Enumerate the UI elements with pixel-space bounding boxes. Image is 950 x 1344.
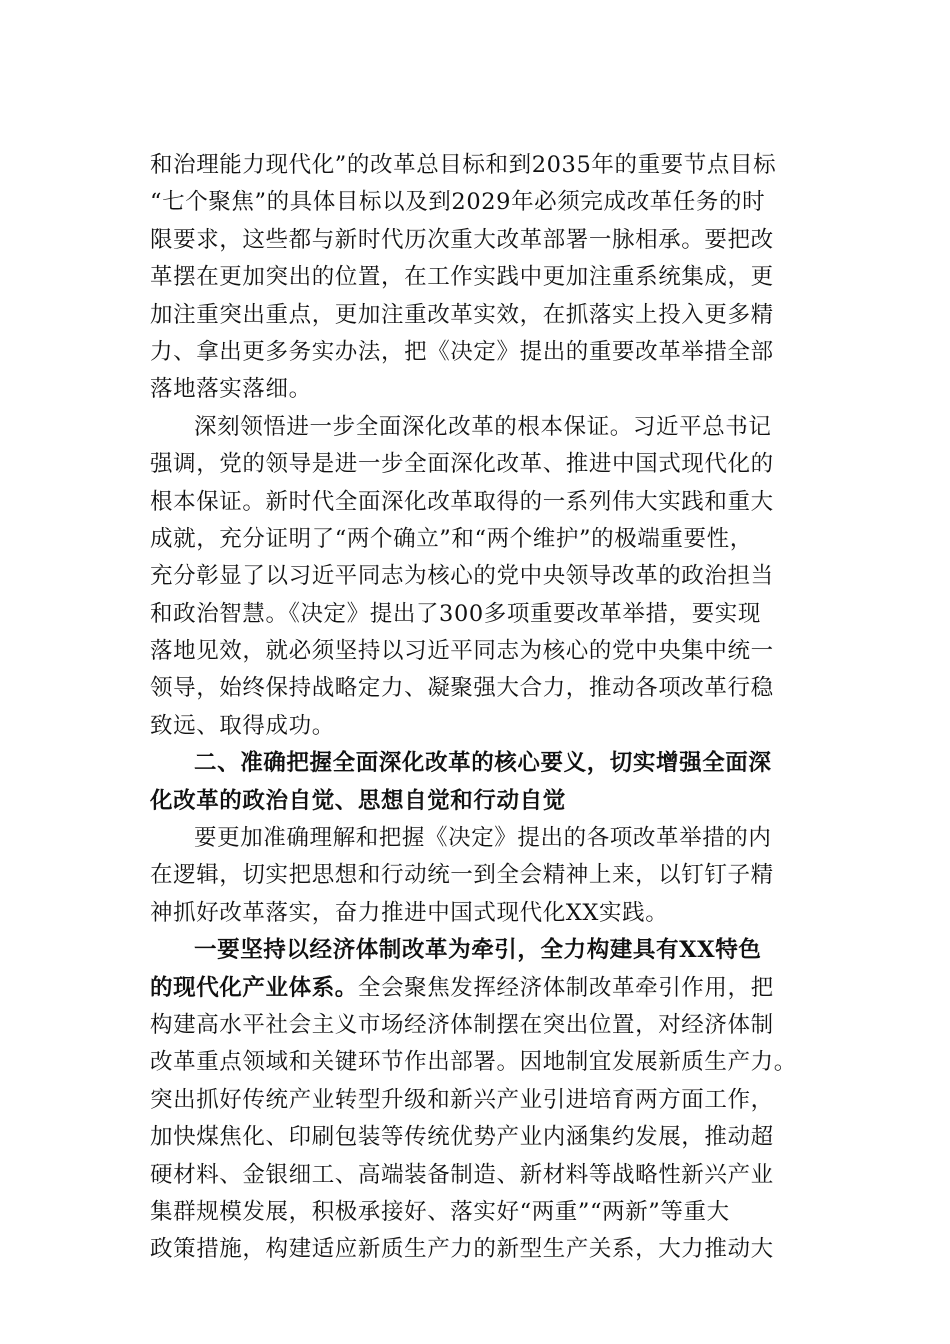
text-line: 成就，充分证明了“两个确立”和“两个维护”的极端重要性，	[150, 525, 753, 552]
text-line: 硬材料、金银细工、高端装备制造、新材料等战略性新兴产业	[150, 1161, 774, 1188]
text-line: 神抓好改革落实，奋力推进中国式现代化XX实践。	[150, 899, 669, 926]
text-run: 全会聚焦发挥经济体制改革牵引作用，把	[357, 974, 774, 1001]
text-line: 限要求，这些都与新时代历次重大改革部署一脉相承。要把改	[150, 226, 774, 253]
text-line: 和治理能力现代化”的改革总目标和到2035年的重要节点目标	[150, 152, 777, 178]
bold-lead-line: 一要坚持以经济体制改革为牵引，全力构建具有XX特色	[194, 937, 762, 964]
text-line: 加快煤焦化、印刷包装等传统优势产业内涵集约发展，推动超	[150, 1124, 774, 1151]
text-line: 革摆在更加突出的位置，在工作实践中更加注重系统集成，更	[150, 264, 774, 291]
text-line: 改革重点领域和关键环节作出部署。因地制宜发展新质生产力。	[150, 1049, 797, 1076]
paragraph-first-line: 要更加准确理解和把握《决定》提出的各项改革举措的内	[194, 825, 772, 852]
document-body	[150, 147, 830, 1269]
text-line: 落地见效，就必须坚持以习近平同志为核心的党中央集中统一	[150, 638, 774, 665]
text-line: 充分彰显了以习近平同志为核心的党中央领导改革的政治担当	[150, 563, 774, 590]
text-line: 政策措施，构建适应新质生产力的新型生产关系，大力推动大	[150, 1236, 774, 1263]
text-line: 力、拿出更多务实办法，把《决定》提出的重要改革举措全部	[150, 338, 774, 365]
text-line: 领导，始终保持战略定力、凝聚强大合力，推动各项改革行稳	[150, 675, 774, 702]
text-line: 和政治智慧。《决定》提出了300多项重要改革举措，要实现	[150, 600, 761, 627]
text-line: 致远、取得成功。	[150, 712, 335, 739]
text-line: 落地落实落细。	[150, 376, 312, 403]
text-line: 加注重突出重点，更加注重改革实效，在抓落实上投入更多精	[150, 301, 774, 328]
section-heading: 二、准确把握全面深化改革的核心要义，切实增强全面深	[194, 750, 772, 777]
text-line: 突出抓好传统产业转型升级和新兴产业引进培育两方面工作，	[150, 1086, 774, 1113]
mixed-line	[150, 970, 830, 1007]
text-line: 构建高水平社会主义市场经济体制摆在突出位置，对经济体制	[150, 1011, 774, 1038]
bold-lead-sentence-end: 的现代化产业体系。	[150, 974, 358, 1001]
text-line: 强调，党的领导是进一步全面深化改革、推进中国式现代化的	[150, 451, 774, 478]
text-line: 根本保证。新时代全面深化改革取得的一系列伟大实践和重大	[150, 488, 774, 515]
section-heading-continued: 化改革的政治自觉、思想自觉和行动自觉	[150, 787, 566, 814]
paragraph-first-line: 深刻领悟进一步全面深化改革的根本保证。习近平总书记	[194, 413, 772, 440]
text-line: 集群规模发展，积极承接好、落实好“两重”“两新”等重大	[150, 1198, 730, 1225]
text-line: 在逻辑，切实把思想和行动统一到全会精神上来，以钉钉子精	[150, 862, 774, 889]
text-line: “七个聚焦”的具体目标以及到2029年必须完成改革任务的时	[150, 189, 766, 216]
